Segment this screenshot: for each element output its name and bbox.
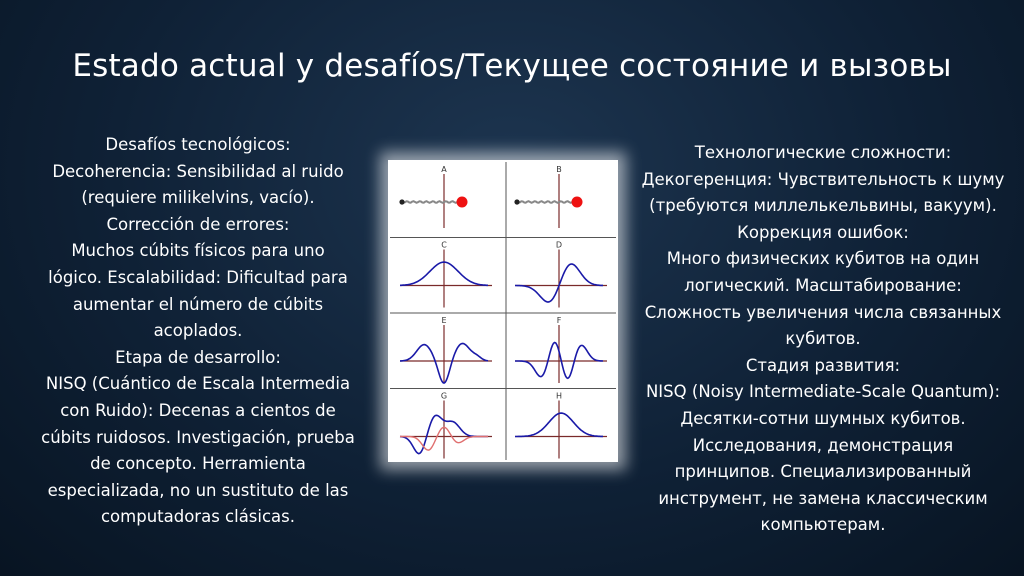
text-line: Исследования, демонстрация: [692, 435, 954, 455]
anchor-dot: [514, 199, 519, 204]
text-line: de concepto. Herramienta: [90, 454, 306, 474]
text-line: NISQ (Cuántico de Escala Intermedia: [45, 374, 351, 394]
text-line: логический. Масштабирование:: [684, 275, 962, 295]
panel-label: B: [556, 165, 562, 174]
russian-text-block: [618, 140, 1024, 539]
text-line: Десятки-сотни шумных кубитов.: [680, 408, 966, 428]
text-line: компьютерам.: [760, 515, 886, 535]
text-line: Технологические сложности:: [694, 143, 952, 162]
panel-label: F: [556, 316, 562, 325]
text-line: Muchos cúbits físicos para uno: [71, 241, 325, 261]
text-line: инструмент, не замена классическим: [658, 488, 988, 508]
text-line: Etapa de desarrollo:: [115, 347, 281, 367]
text-line: Desafíos tecnológicos:: [105, 135, 291, 154]
text-line: acoplados.: [153, 321, 243, 341]
text-line: Сложность увеличения числа связанных: [644, 302, 1002, 322]
text-line: computadoras clásicas.: [100, 507, 296, 527]
particle-ball: [572, 197, 583, 208]
text-line: lógico. Escalabilidad: Dificultad para: [48, 267, 348, 287]
text-line: Коррекция ошибок:: [737, 222, 909, 242]
text-line: aumentar el número de cúbits: [72, 294, 324, 314]
text-line: Corrección de errores:: [106, 214, 290, 234]
text-line: Стадия развития:: [745, 355, 901, 375]
wave-diagram: [388, 160, 618, 462]
panel-label: D: [555, 240, 563, 250]
text-line: cúbits ruidosos. Investigación, prueba: [41, 427, 355, 447]
text-line: Декогеренция: Чувствительность к шуму: [641, 169, 1005, 189]
text-line: Много физических кубитов на один: [666, 249, 980, 269]
particle-ball: [457, 197, 468, 208]
panel-label: E: [441, 316, 447, 325]
spanish-text-block: [12, 132, 384, 531]
text-line: кубитов.: [785, 329, 861, 349]
rope-line: [517, 201, 575, 203]
text-line: NISQ (Noisy Intermediate-Scale Quantum):: [645, 382, 1001, 402]
anchor-dot: [399, 199, 404, 204]
panel-label: G: [440, 391, 448, 401]
wave-diagram-figure: [388, 160, 618, 462]
rope-line: [402, 201, 460, 203]
text-line: Decoherencia: Sensibilidad al ruido: [52, 161, 344, 181]
text-line: con Ruido): Decenas a cientos de: [60, 400, 336, 420]
panel-label: C: [441, 240, 447, 250]
panel-label: H: [555, 391, 563, 401]
text-line: especializada, no un sustituto de las: [47, 480, 349, 500]
panel-label: A: [441, 165, 447, 174]
text-line: принципов. Специализированный: [674, 462, 972, 482]
text-line: (requiere milikelvins, vacío).: [81, 188, 315, 208]
slide-title: Estado actual y desafíos/Текущее состояние и вызовы: [72, 48, 952, 84]
text-line: (требуются миллелькельвины, вакуум).: [649, 196, 997, 216]
